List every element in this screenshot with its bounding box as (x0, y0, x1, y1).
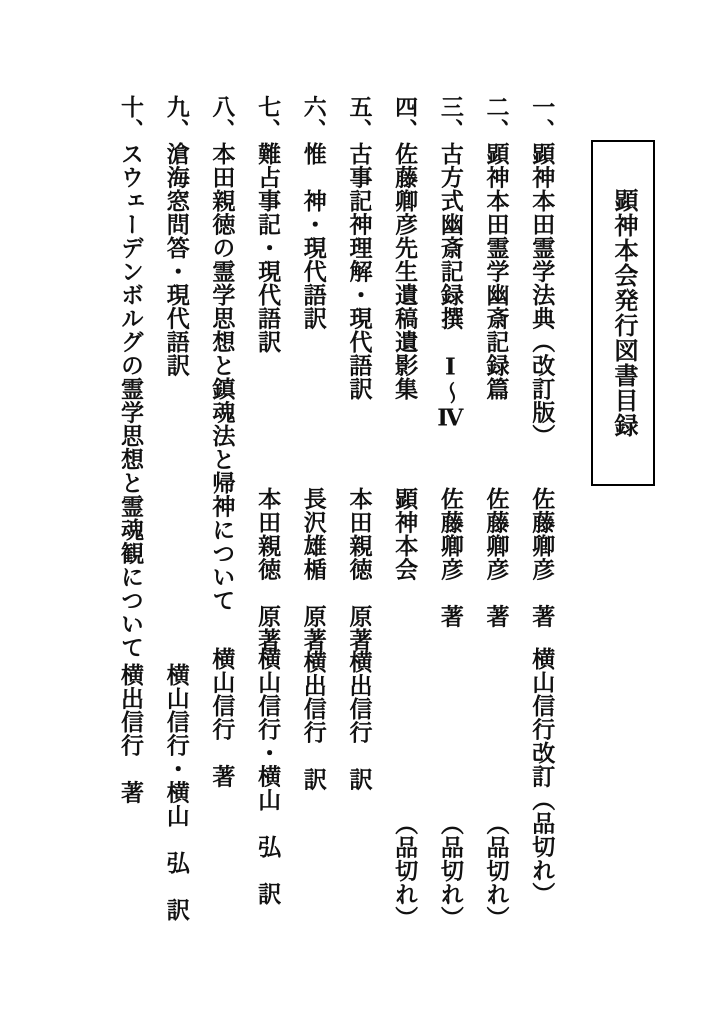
book-entry-2 (473, 0, 519, 1024)
book-title: 三、古方式幽斎記録撰 Ⅰ～Ⅳ (437, 95, 463, 432)
book-credit: 顕神本会 (392, 487, 418, 581)
book-title: 十、スウェーデンボルグの霊学思想と霊魂観について (118, 95, 144, 659)
book-entry-1 (518, 0, 564, 1024)
book-note: （品切れ） (392, 812, 418, 930)
book-entry-3 (427, 0, 473, 1024)
book-entry-4 (381, 0, 427, 1024)
book-title: 八、本田親徳の霊学思想と鎮魂法と帰神について (209, 95, 235, 612)
book-title: 一、顕神本田霊学法典（改訂版） (529, 95, 555, 448)
book-note: 横出信行 訳 (346, 650, 372, 791)
title-box (591, 140, 655, 486)
book-title: 四、佐藤卿彦先生遺稿遺影集 (392, 95, 418, 401)
entry-columns (107, 0, 564, 1024)
book-credit: 佐藤卿彦 著 (437, 487, 463, 628)
book-entry-10 (107, 0, 153, 1024)
book-note: （品切れ） (483, 812, 509, 930)
catalog-title: 顕神本会発行図書目録 (610, 188, 636, 438)
book-note: （品切れ） (437, 812, 463, 930)
book-credit: 佐藤卿彦 著 (529, 487, 555, 628)
book-note: 横山信行改訂（品切れ） (529, 647, 555, 906)
book-title: 六、惟 神・現代語訳 (300, 95, 326, 330)
book-note: 横出信行 訳 (300, 650, 326, 791)
book-entry-8 (199, 0, 245, 1024)
book-entry-5 (336, 0, 382, 1024)
book-note: 横山信行 著 (209, 647, 235, 788)
book-entry-7 (244, 0, 290, 1024)
book-note: 横山信行・横山 弘 訳 (163, 663, 189, 922)
book-entry-6 (290, 0, 336, 1024)
book-credit: 佐藤卿彦 著 (483, 487, 509, 628)
book-title: 九、滄海窓問答・現代語訳 (163, 95, 189, 377)
book-title: 二、顕神本田霊学幽斎記録篇 (483, 95, 509, 401)
book-entry-9 (153, 0, 199, 1024)
book-note: 横出信行 著 (118, 663, 144, 804)
book-note: 横山信行・横山 弘 訳 (255, 647, 281, 906)
book-credit: 長沢雄楯 原著 (300, 487, 326, 652)
book-title: 五、古事記神理解・現代語訳 (346, 95, 372, 401)
book-title: 七、難占事記・現代語訳 (255, 95, 281, 354)
book-credit: 本田親徳 原著 (346, 487, 372, 652)
book-credit: 本田親徳 原著 (255, 487, 281, 652)
